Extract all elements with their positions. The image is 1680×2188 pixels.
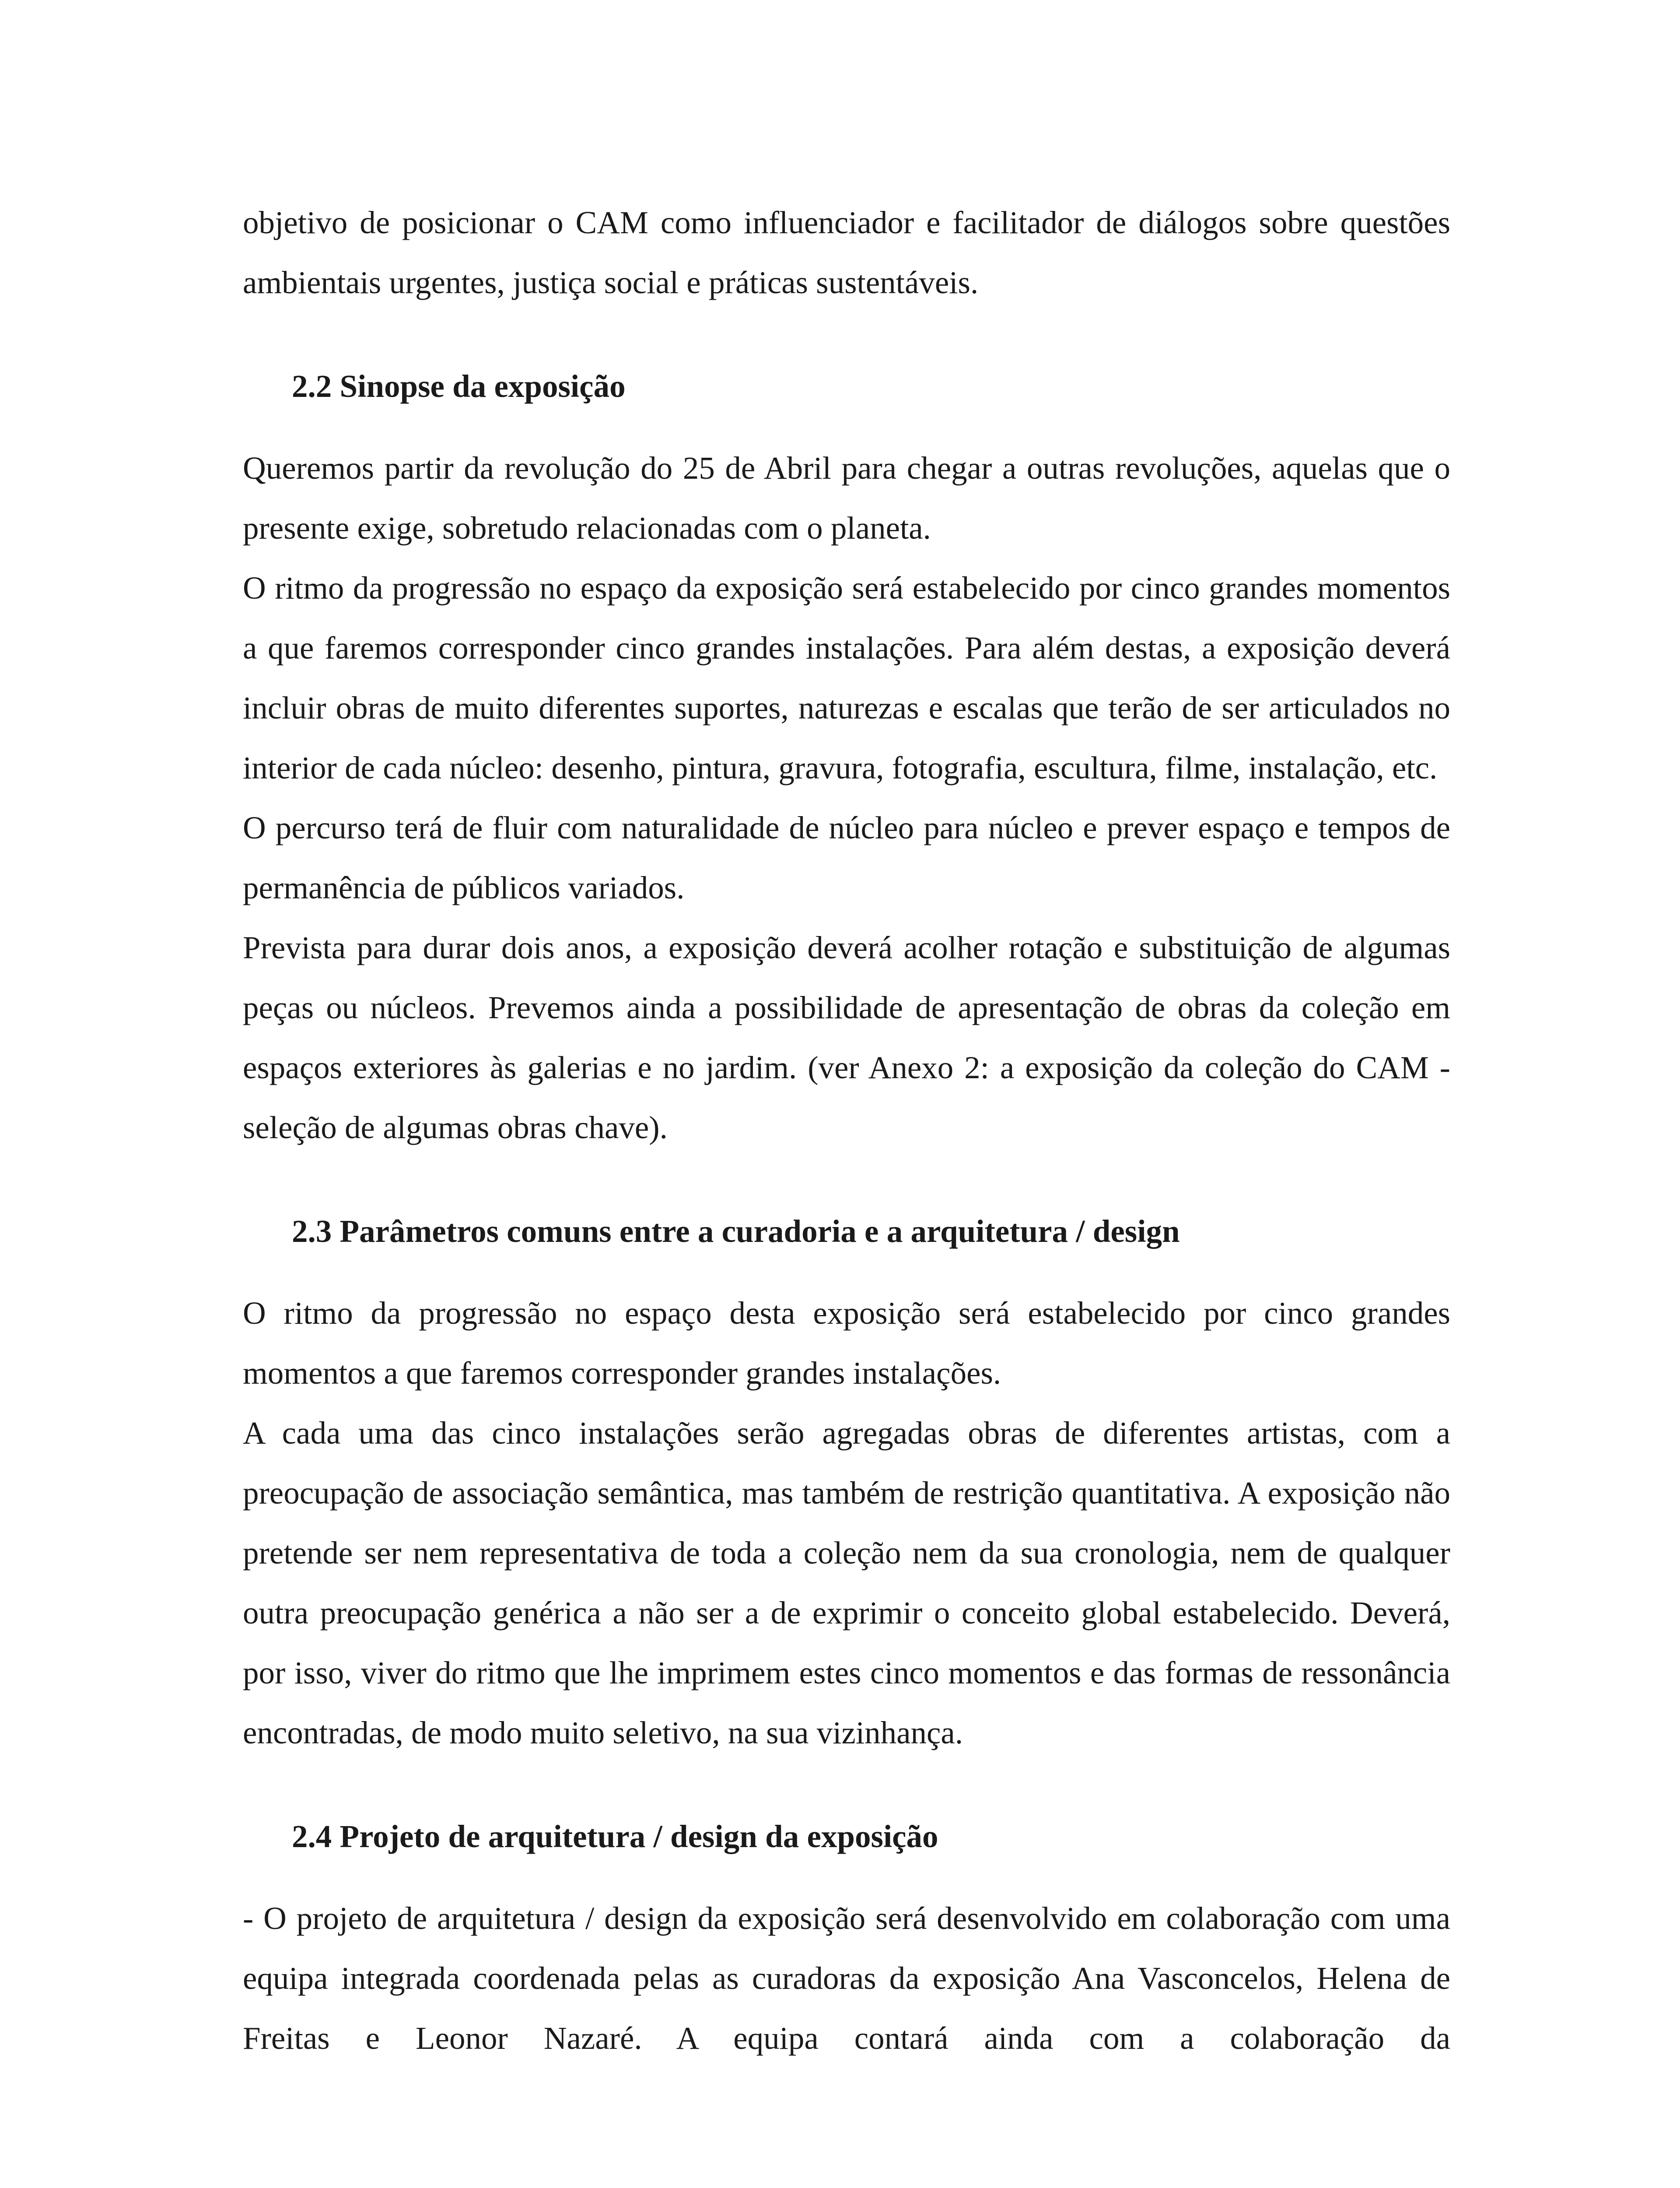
intro-paragraph: objetivo de posicionar o CAM como influenciador e facilitador de diálogos sobre questões ambientais urgentes, justiça social e práticas sustentáveis. bbox=[243, 205, 1450, 300]
document-page bbox=[243, 193, 1450, 2068]
paragraph: Queremos partir da revolução do 25 de Abril para chegar a outras revoluções, aquelas que o presente exige, sobretudo relacionadas com o planeta. bbox=[243, 450, 1450, 546]
paragraph: O ritmo da progressão no espaço da exposição será estabelecido por cinco grandes momentos a que faremos corresponder cinco grandes instalações. Para além destas, a exposição deverá incluir obras de muito diferentes suportes, naturezas e escalas que terão de ser articulados no interior de cada núcleo: desenho, pintura, gravura, fotografia, escultura, filme, instalação, etc. bbox=[243, 570, 1450, 785]
paragraph: A cada uma das cinco instalações serão agregadas obras de diferentes artistas, com a preocupação de associação semântica, mas também de restrição quantitativa. A exposição não pretende ser nem representativa de toda a coleção nem da sua cronologia, nem de qualquer outra preocupação genérica a não ser a de exprimir o conceito global estabelecido. Deverá, por isso, viver do ritmo que lhe imprimem estes cinco momentos e das formas de ressonância encontradas, de modo muito seletivo, na sua vizinhança. bbox=[243, 1415, 1450, 1750]
paragraph: O percurso terá de fluir com naturalidade de núcleo para núcleo e prever espaço e tempos de permanência de públicos variados. bbox=[243, 810, 1450, 905]
paragraph: - O projeto de arquitetura / design da exposição será desenvolvido em colaboração com uma equipa integrada coordenada pelas as curadoras da exposição Ana Vasconcelos, Helena de Freitas e Leonor Nazaré. A equipa contará ainda com a colaboração da bbox=[243, 1900, 1450, 2056]
section-heading-2-4: 2.4 Projeto de arquitetura / design da exposição bbox=[292, 1819, 938, 1854]
paragraph: O ritmo da progressão no espaço desta exposição será estabelecido por cinco grandes momentos a que faremos corresponder grandes instalações. bbox=[243, 1295, 1450, 1391]
section-heading-2-2: 2.2 Sinopse da exposição bbox=[292, 368, 626, 404]
section-heading-2-3: 2.3 Parâmetros comuns entre a curadoria e a arquitetura / design bbox=[292, 1213, 1180, 1249]
paragraph: Prevista para durar dois anos, a exposição deverá acolher rotação e substituição de algumas peças ou núcleos. Prevemos ainda a possibilidade de apresentação de obras da coleção em espaços exteriores às galerias e no jardim. (ver Anexo 2: a exposição da coleção do CAM - seleção de algumas obras chave). bbox=[243, 930, 1450, 1145]
